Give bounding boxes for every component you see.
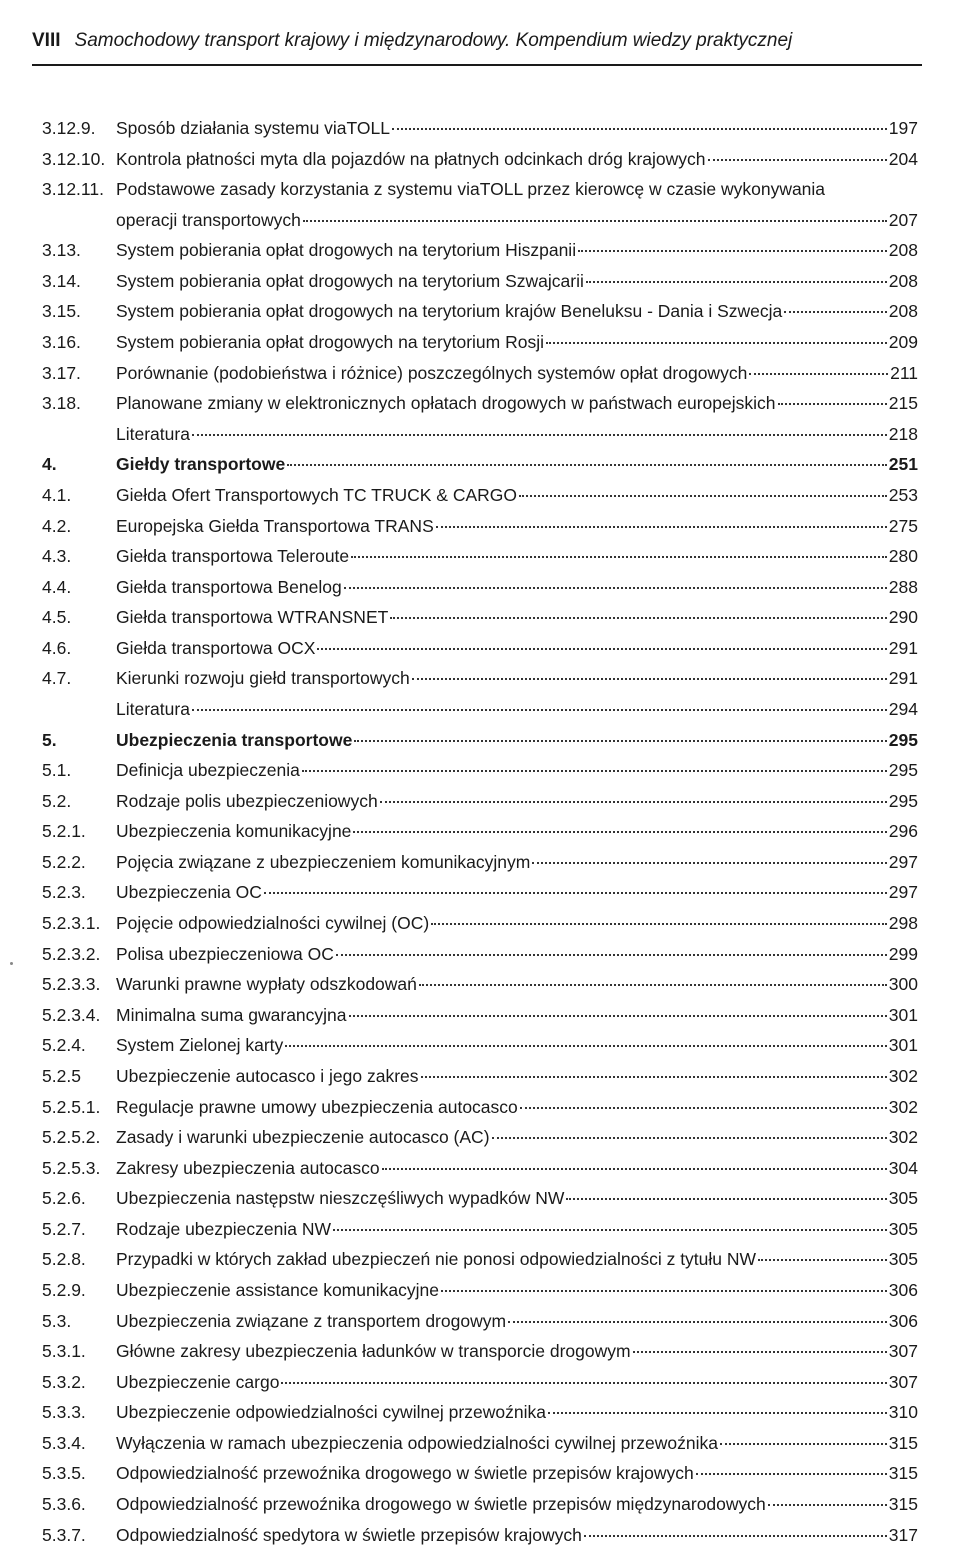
toc-entry-page: 299 xyxy=(888,943,918,964)
toc-entry xyxy=(42,1397,918,1428)
toc-entry-number: 5.3.3. xyxy=(42,1402,86,1423)
toc-entry xyxy=(42,572,918,603)
toc-entry-page: 291 xyxy=(888,637,918,658)
toc-entry xyxy=(42,663,918,694)
dot-leader xyxy=(546,342,887,344)
dot-leader xyxy=(578,250,887,252)
toc-entry-title: Ubezpieczenia OC xyxy=(116,882,262,903)
toc-entry-number: 5.2.5.2. xyxy=(42,1127,101,1148)
dot-leader xyxy=(390,617,886,619)
toc-entry xyxy=(42,1214,918,1245)
toc-entry-page: 306 xyxy=(888,1310,918,1331)
toc-entry-title: Giełda transportowa Benelog xyxy=(116,576,342,597)
toc-entry-number: 5.2.6. xyxy=(42,1188,86,1209)
dot-leader xyxy=(431,923,887,925)
toc-entry-number: 3.13. xyxy=(42,240,81,261)
toc-entry-page: 310 xyxy=(888,1402,918,1423)
toc-entry-title: Rodzaje polis ubezpieczeniowych xyxy=(116,790,378,811)
toc-entry xyxy=(42,1092,918,1123)
toc-entry xyxy=(42,1520,918,1550)
toc-entry-page: 302 xyxy=(888,1065,918,1086)
toc-entry-page: 315 xyxy=(888,1432,918,1453)
toc-entry-page: 297 xyxy=(888,882,918,903)
toc-entry-title: Definicja ubezpieczenia xyxy=(116,760,300,781)
scan-speck xyxy=(10,962,13,965)
toc-entry-page: 297 xyxy=(888,851,918,872)
dot-leader xyxy=(421,1076,887,1078)
toc-entry-title: Pojęcia związane z ubezpieczeniem komunikacyjnym xyxy=(116,851,531,872)
toc-entry-number: 5.2.2. xyxy=(42,851,86,872)
dot-leader xyxy=(354,740,886,742)
toc-entry-page: 218 xyxy=(888,423,918,444)
dot-leader xyxy=(784,311,887,313)
toc-entry xyxy=(42,816,918,847)
toc-entry xyxy=(42,755,918,786)
toc-entry-number: 5.2.9. xyxy=(42,1279,86,1300)
dot-leader xyxy=(344,587,887,589)
toc-entry xyxy=(42,419,918,450)
toc-entry xyxy=(42,1244,918,1275)
dot-leader xyxy=(441,1290,887,1292)
toc-entry-title: Zasady i warunki ubezpieczenie autocasco (AC) xyxy=(116,1127,490,1148)
dot-leader xyxy=(566,1198,886,1200)
toc-entry-page: 211 xyxy=(890,362,918,383)
toc-entry-number: 5.2.5 xyxy=(42,1065,81,1086)
toc-entry-title: Pojęcie odpowiedzialności cywilnej (OC) xyxy=(116,913,430,934)
dot-leader xyxy=(519,495,887,497)
toc-entry-number: 5.3.7. xyxy=(42,1524,86,1545)
dot-leader xyxy=(758,1259,887,1261)
dot-leader xyxy=(336,954,887,956)
toc-entry-page: 290 xyxy=(888,607,918,628)
dot-leader xyxy=(382,1168,887,1170)
toc-entry-title: Giełda Ofert Transportowych TC TRUCK & CARGO xyxy=(116,484,517,505)
toc-entry xyxy=(42,694,918,725)
dot-leader xyxy=(285,1045,887,1047)
toc-entry-page: 301 xyxy=(888,1004,918,1025)
toc-entry-number: 5.3.6. xyxy=(42,1494,86,1515)
toc-entry-page: 304 xyxy=(888,1157,918,1178)
toc-entry-title: Regulacje prawne umowy ubezpieczenia autocasco xyxy=(116,1096,518,1117)
toc-entry-number: 4.1. xyxy=(42,484,72,505)
toc-entry xyxy=(42,1183,918,1214)
toc-entry-page: 305 xyxy=(888,1218,918,1239)
toc-entry-page: 298 xyxy=(888,913,918,934)
toc-entry-page: 253 xyxy=(888,484,918,505)
toc-entry-number: 5.2. xyxy=(42,790,72,811)
toc-entry-number: 5.2.5.1. xyxy=(42,1096,101,1117)
toc-entry-number: 4.7. xyxy=(42,668,72,689)
toc-entry xyxy=(42,358,918,389)
toc-entry-title: Giełda transportowa OCX xyxy=(116,637,316,658)
toc-entry-number: 4.2. xyxy=(42,515,72,536)
dot-leader xyxy=(492,1137,887,1139)
dot-leader xyxy=(586,281,887,283)
toc-entry-title: Porównanie (podobieństwa i różnice) poszczególnych systemów opłat drogowych xyxy=(116,362,748,383)
toc-entry-page: 305 xyxy=(888,1188,918,1209)
toc-entry-title: Ubezpieczenia komunikacyjne xyxy=(116,821,352,842)
toc-entry-page: 207 xyxy=(888,209,918,230)
toc-entry xyxy=(42,449,918,480)
toc-entry-page: 204 xyxy=(888,148,918,169)
dot-leader xyxy=(380,801,887,803)
toc-entry-title: Przypadki w których zakład ubezpieczeń nie ponosi odpowiedzialności z tytułu NW xyxy=(116,1249,757,1270)
toc-entry xyxy=(42,1489,918,1520)
toc-entry-number: 5.3.4. xyxy=(42,1432,86,1453)
toc-entry xyxy=(42,388,918,419)
toc-entry-title: Ubezpieczenia związane z transportem drogowym xyxy=(116,1310,507,1331)
toc-entry-number: 4.4. xyxy=(42,576,72,597)
toc-entry-page: 291 xyxy=(888,668,918,689)
toc-entry-page: 315 xyxy=(888,1494,918,1515)
toc-entry-title: System Zielonej karty xyxy=(116,1035,284,1056)
toc-entry-title: Wyłączenia w ramach ubezpieczenia odpowiedzialności cywilnej przewoźnika xyxy=(116,1432,718,1453)
toc-entry-number: 5.2.3. xyxy=(42,882,86,903)
toc-entry-title: System pobierania opłat drogowych na terytorium Hiszpanii xyxy=(116,240,577,261)
toc-entry-number: 3.14. xyxy=(42,270,81,291)
dot-leader xyxy=(720,1443,887,1445)
toc-entry-number: 5.3.1. xyxy=(42,1341,86,1362)
dot-leader xyxy=(508,1321,887,1323)
header-rule xyxy=(32,64,922,66)
toc-entry-title: Giełdy transportowe xyxy=(116,454,286,475)
toc-entry-title: Kierunki rozwoju giełd transportowych xyxy=(116,668,410,689)
toc-entry-number: 4.6. xyxy=(42,637,72,658)
toc-entry-title: System pobierania opłat drogowych na terytorium Szwajcarii xyxy=(116,270,584,291)
toc-entry-page: 300 xyxy=(888,974,918,995)
toc-entry-page: 317 xyxy=(888,1524,918,1545)
dot-leader xyxy=(333,1229,887,1231)
toc-entry xyxy=(42,266,918,297)
toc-entry-page: 305 xyxy=(888,1249,918,1270)
toc-entry-page: 295 xyxy=(888,729,918,750)
toc-entry-title: Ubezpieczenie cargo xyxy=(116,1371,280,1392)
dot-leader xyxy=(303,220,887,222)
toc-entry xyxy=(42,1306,918,1337)
toc-entry-number: 5.3.2. xyxy=(42,1371,86,1392)
toc-entry-page: 315 xyxy=(888,1463,918,1484)
toc-entry xyxy=(42,235,918,266)
toc-entry xyxy=(42,877,918,908)
toc-entry-page: 251 xyxy=(888,454,918,475)
toc-entry-title: Ubezpieczenie odpowiedzialności cywilnej przewoźnika xyxy=(116,1402,546,1423)
toc-entry-title: Warunki prawne wypłaty odszkodowań xyxy=(116,974,417,995)
toc-entry xyxy=(42,511,918,542)
page-number-roman: VIII xyxy=(32,30,61,51)
dot-leader xyxy=(192,709,887,711)
toc-entry-title-continued: operacji transportowych xyxy=(116,209,301,230)
toc-entry-page: 306 xyxy=(888,1279,918,1300)
dot-leader xyxy=(768,1504,887,1506)
dot-leader xyxy=(349,1015,887,1017)
toc-entry-page: 209 xyxy=(888,332,918,353)
toc-entry-number: 5. xyxy=(42,729,57,750)
toc-entry-number: 5.2.8. xyxy=(42,1249,86,1270)
toc-entry-title: Odpowiedzialność przewoźnika drogowego w świetle przepisów międzynarodowych xyxy=(116,1494,766,1515)
toc-entry-number: 5.3. xyxy=(42,1310,72,1331)
toc-entry-title: Giełda transportowa WTRANSNET xyxy=(116,607,389,628)
toc-entry-title: Rodzaje ubezpieczenia NW xyxy=(116,1218,331,1239)
toc-entry-number: 5.2.4. xyxy=(42,1035,86,1056)
toc-entry-page: 307 xyxy=(888,1371,918,1392)
dot-leader xyxy=(192,434,887,436)
toc-entry-page: 215 xyxy=(888,393,918,414)
dot-leader xyxy=(520,1107,887,1109)
toc-entry-number: 5.1. xyxy=(42,760,72,781)
toc-entry-title: Główne zakresy ubezpieczenia ładunków w transporcie drogowym xyxy=(116,1341,631,1362)
page-header xyxy=(32,28,922,54)
toc-entry-number: 4. xyxy=(42,454,57,475)
toc-entry xyxy=(42,1122,918,1153)
toc-entry-number: 3.17. xyxy=(42,362,81,383)
toc-entry xyxy=(42,939,918,970)
toc-entry-number: 3.12.9. xyxy=(42,118,96,138)
toc-entry-title: System pobierania opłat drogowych na terytorium Rosji xyxy=(116,332,544,353)
toc-entry-number: 5.2.3.1. xyxy=(42,913,101,934)
dot-leader xyxy=(708,159,887,161)
toc-entry-title: Literatura xyxy=(116,423,190,444)
toc-entry xyxy=(42,969,918,1000)
toc-entry xyxy=(42,602,918,633)
toc-entry xyxy=(42,1275,918,1306)
toc-entry-number: 3.15. xyxy=(42,301,81,322)
dot-leader xyxy=(749,373,888,375)
toc-entry-page: 208 xyxy=(888,240,918,261)
toc-entry xyxy=(42,1061,918,1092)
toc-entry-number: 4.3. xyxy=(42,546,72,567)
toc-entry-number: 5.3.5. xyxy=(42,1463,86,1484)
toc-entry xyxy=(42,725,918,756)
toc-entry-page: 208 xyxy=(888,301,918,322)
dot-leader xyxy=(532,862,886,864)
toc-entry-title: Polisa ubezpieczeniowa OC xyxy=(116,943,334,964)
toc-entry-title: Ubezpieczenia transportowe xyxy=(116,729,353,750)
toc-entry-page: 307 xyxy=(888,1341,918,1362)
toc-entry-title: Odpowiedzialność przewoźnika drogowego w świetle przepisów krajowych xyxy=(116,1463,694,1484)
toc-entry xyxy=(42,1030,918,1061)
toc-entry xyxy=(42,633,918,664)
dot-leader xyxy=(351,556,887,558)
toc-entry-number: 5.2.3.4. xyxy=(42,1004,101,1025)
dot-leader xyxy=(264,892,887,894)
running-title: Samochodowy transport krajowy i międzynarodowy. Kompendium wiedzy praktycznej xyxy=(74,30,793,51)
dot-leader xyxy=(353,831,886,833)
toc-entry-number: 5.2.1. xyxy=(42,821,86,842)
toc-entry xyxy=(42,144,918,175)
toc-entry xyxy=(42,1153,918,1184)
dot-leader xyxy=(419,984,887,986)
toc-entry xyxy=(42,847,918,878)
toc-entry-number: 4.5. xyxy=(42,607,72,628)
toc-entry-page: 296 xyxy=(888,821,918,842)
dot-leader xyxy=(584,1535,887,1537)
dot-leader xyxy=(412,678,887,680)
toc-entry xyxy=(42,174,918,235)
dot-leader xyxy=(287,464,887,466)
toc-entry-page: 302 xyxy=(888,1127,918,1148)
toc-entry-title: Kontrola płatności myta dla pojazdów na płatnych odcinkach dróg krajowych xyxy=(116,148,706,169)
toc-entry-page: 301 xyxy=(888,1035,918,1056)
toc-entry xyxy=(42,480,918,511)
toc-entry-title: Ubezpieczenie assistance komunikacyjne xyxy=(116,1279,439,1300)
toc-entry-title: Planowane zmiany w elektronicznych opłatach drogowych w państwach europejskich xyxy=(116,393,776,414)
toc-entry-number: 5.2.3.3. xyxy=(42,974,101,995)
toc-entry-title: Zakresy ubezpieczenia autocasco xyxy=(116,1157,380,1178)
toc-entry-title: Sposób działania systemu viaTOLL xyxy=(116,118,390,138)
toc-entry-page: 302 xyxy=(888,1096,918,1117)
toc-entry-title: Europejska Giełda Transportowa TRANS xyxy=(116,515,434,536)
toc-entry-number: 5.2.7. xyxy=(42,1218,86,1239)
toc-entry-number: 3.12.11. xyxy=(42,179,104,200)
toc-entry-number: 5.2.3.2. xyxy=(42,943,101,964)
toc-entry xyxy=(42,786,918,817)
toc-entry-page: 294 xyxy=(888,698,918,719)
toc-entry-title: Odpowiedzialność spedytora w świetle przepisów krajowych xyxy=(116,1524,582,1545)
toc-entry xyxy=(42,113,918,144)
toc-entry xyxy=(42,1000,918,1031)
table-of-contents xyxy=(42,113,918,1550)
toc-entry-title: Giełda transportowa Teleroute xyxy=(116,546,350,567)
toc-entry-page: 275 xyxy=(888,515,918,536)
dot-leader xyxy=(317,648,886,650)
toc-entry xyxy=(42,296,918,327)
toc-entry-title: Podstawowe zasady korzystania z systemu viaTOLL przez kierowcę w czasie wykonywania xyxy=(116,179,826,200)
toc-entry-page: 288 xyxy=(888,576,918,597)
toc-entry-title: Literatura xyxy=(116,698,190,719)
toc-entry-page: 280 xyxy=(888,546,918,567)
toc-entry-title: System pobierania opłat drogowych na terytorium krajów Beneluksu - Dania i Szwecja xyxy=(116,301,783,322)
dot-leader xyxy=(281,1382,886,1384)
toc-entry xyxy=(42,327,918,358)
toc-entry xyxy=(42,1336,918,1367)
dot-leader xyxy=(548,1412,887,1414)
toc-entry-number: 5.2.5.3. xyxy=(42,1157,101,1178)
dot-leader xyxy=(633,1351,887,1353)
toc-entry-title: Minimalna suma gwarancyjna xyxy=(116,1004,347,1025)
dot-leader xyxy=(392,128,887,130)
toc-entry xyxy=(42,1367,918,1398)
toc-entry-page: 197 xyxy=(888,118,918,138)
toc-entry xyxy=(42,1428,918,1459)
toc-entry-number: 3.12.10. xyxy=(42,148,106,169)
toc-entry xyxy=(42,541,918,572)
toc-entry-page: 295 xyxy=(888,790,918,811)
toc-entry xyxy=(42,908,918,939)
dot-leader xyxy=(302,770,887,772)
toc-entry-number: 3.18. xyxy=(42,393,81,414)
toc-entry-number: 3.16. xyxy=(42,332,81,353)
toc-entry-page: 208 xyxy=(888,270,918,291)
toc-entry-title: Ubezpieczenia następstw nieszczęśliwych wypadków NW xyxy=(116,1188,565,1209)
dot-leader xyxy=(778,403,887,405)
toc-entry-title: Ubezpieczenie autocasco i jego zakres xyxy=(116,1065,419,1086)
toc-entry-page: 295 xyxy=(888,760,918,781)
dot-leader xyxy=(436,526,887,528)
